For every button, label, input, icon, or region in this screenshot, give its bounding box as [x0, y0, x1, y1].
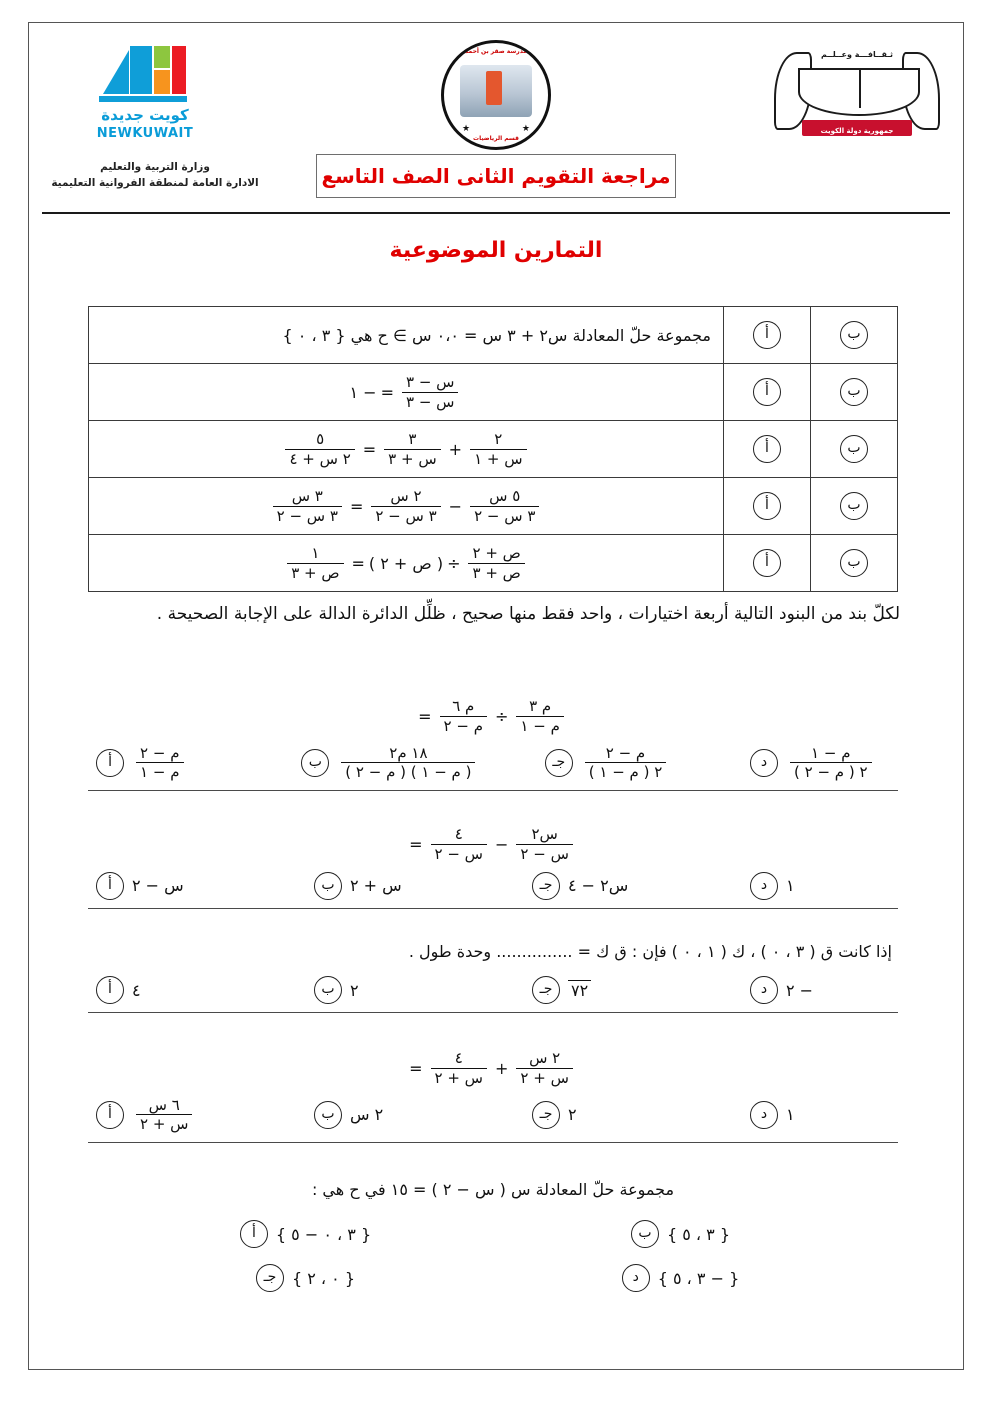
national-crest-logo — [762, 46, 952, 138]
option-a-cell[interactable] — [724, 421, 811, 478]
choice-circle-a[interactable]: أ — [96, 976, 124, 1004]
choice-circle-b[interactable]: ب — [631, 1220, 659, 1248]
choice-a[interactable] — [96, 976, 236, 1004]
choice-a[interactable] — [96, 1096, 236, 1135]
new-kuwait-arabic: كويت جديدة — [101, 106, 189, 124]
choice-circle-c[interactable]: جـ — [545, 749, 573, 777]
question-2 — [88, 820, 898, 909]
choice-d-value: ١ — [786, 876, 795, 895]
choice-a[interactable] — [96, 872, 236, 900]
table-row — [89, 364, 898, 421]
statement-cell — [89, 421, 724, 478]
choice-c[interactable] — [545, 744, 685, 783]
question-5-stem: مجموعة حلّ المعادلة س ( س − ٢ ) = ١٥ في ح هي : — [311, 1180, 675, 1199]
question-5-choices — [88, 1212, 898, 1296]
choice-c[interactable] — [532, 1101, 672, 1129]
table-row — [89, 478, 898, 535]
choice-circle-d[interactable]: د — [750, 749, 778, 777]
question-5 — [88, 1176, 898, 1296]
question-4-stem: $\frac{\text{٢ س}}{\text{س + ٢}}$ + $\frac{٤}{\text{س + ٢}}$ = — [88, 1044, 898, 1094]
choice-b-value: { ٣ ، ٥ } — [666, 1224, 731, 1244]
ministry-info — [40, 160, 270, 192]
choice-c[interactable] — [532, 872, 672, 900]
question-3-stem: إذا كانت ق ( ٣ ، ٠ ) ، ك ( ١ ، ٠ ) فإن : ق ك = ............... وحدة طول . — [408, 942, 892, 961]
ministry-line-2: الادارة العامة لمنطقة الفروانية التعليمية — [51, 176, 259, 189]
question-5-choices-row-1 — [118, 1220, 868, 1248]
question-3-choices — [88, 974, 898, 1012]
question-3-divider — [88, 1012, 898, 1013]
sail-icon — [97, 44, 193, 102]
choice-b-value: ٢ — [350, 980, 359, 1000]
choice-circle-a[interactable]: أ — [96, 1101, 124, 1129]
choice-c[interactable] — [118, 1264, 493, 1292]
option-circle-a[interactable]: أ — [753, 549, 781, 577]
statement-cell — [89, 364, 724, 421]
option-b-cell[interactable] — [811, 364, 898, 421]
choice-d[interactable] — [750, 1101, 890, 1129]
header-divider — [42, 212, 950, 214]
option-circle-b[interactable]: ب — [840, 321, 868, 349]
seal-star-left: ★ — [462, 124, 471, 134]
choice-a-value: { ٣ ، ٠ − ٥ } — [275, 1224, 372, 1244]
crest-ribbon-text: جمهورية دولة الكويت — [820, 127, 894, 135]
table-row — [89, 535, 898, 592]
choice-circle-c[interactable]: جـ — [532, 976, 560, 1004]
table-row — [89, 421, 898, 478]
option-a-cell[interactable] — [724, 307, 811, 364]
statement-cell — [89, 535, 724, 592]
statement-expression: $\frac{\text{ص + ٢}}{\text{ص + ٣}}$ ÷ ( ص + ٢ ) = $\frac{١}{\text{ص + ٣}}$ — [101, 543, 711, 583]
choice-circle-c[interactable]: جـ — [532, 1101, 560, 1129]
choice-d[interactable] — [750, 976, 890, 1004]
choice-c-value: ٢ — [568, 1105, 577, 1125]
statement-expression: $\frac{٢}{\text{س + ١}}$ + $\frac{٣}{\text{س + ٣}}$ = $\frac{٥}{\text{٢ س + ٤}}$ — [101, 429, 711, 469]
choice-d-value: { − ٣ ، ٥ } — [657, 1268, 740, 1288]
seal-top-text: مدرسة صقر بن أحمد — [465, 48, 527, 55]
choice-b-value: $\frac{\text{١٨ م٢}}{\text{( م − ١ ) ( م − ٢ )}}$ — [341, 744, 475, 783]
choice-d[interactable] — [750, 872, 890, 900]
choice-a-value: $\frac{\text{م − ٢}}{\text{م − ١}}$ — [136, 744, 183, 783]
choice-circle-b[interactable]: ب — [301, 749, 329, 777]
choice-circle-c[interactable]: جـ — [256, 1264, 284, 1292]
statement-cell — [89, 478, 724, 535]
choice-b-value: ٢ س — [350, 1105, 384, 1125]
new-kuwait-logo — [40, 44, 250, 141]
option-circle-a[interactable]: أ — [753, 435, 781, 463]
choice-d-value: − ٢ — [786, 980, 814, 1000]
choice-b[interactable] — [301, 744, 479, 783]
question-2-divider — [88, 908, 898, 909]
seal-bottom-text: قسم الرياضيات — [473, 135, 519, 142]
option-circle-a[interactable]: أ — [753, 321, 781, 349]
crest-arc-text: ثـقــافـــة وعــلــم — [821, 50, 893, 59]
question-1-divider — [88, 790, 898, 791]
choice-circle-a[interactable]: أ — [240, 1220, 268, 1248]
question-1-choices — [88, 742, 898, 791]
statement-expression: $\frac{\text{س − ٣}}{\text{س − ٣}}$ = − ١ — [101, 372, 711, 412]
choice-c-value: ٧٢ — [568, 980, 591, 1000]
ministry-line-1: وزارة التربية والتعليم — [100, 161, 210, 173]
option-a-cell[interactable] — [724, 535, 811, 592]
choice-circle-c[interactable]: جـ — [532, 872, 560, 900]
choice-c-value: $\frac{\text{م − ٢}}{\text{٢ ( م − ١ )}}$ — [585, 744, 667, 783]
option-b-cell[interactable] — [811, 535, 898, 592]
option-b-cell[interactable] — [811, 421, 898, 478]
option-circle-a[interactable]: أ — [753, 492, 781, 520]
choice-circle-d[interactable]: د — [750, 976, 778, 1004]
instruction-text: لكلّ بند من البنود التالية أربعة اختيارات ، واحد فقط منها صحيح ، ظلِّل الدائرة الدالة على الإجابة الصحيحة . — [156, 604, 900, 624]
option-b-cell[interactable] — [811, 478, 898, 535]
new-kuwait-latin: NEWKUWAIT — [96, 126, 194, 141]
document-title-box — [316, 154, 676, 198]
statement-cell: مجموعة حلّ المعادلة س٢ + ٣ س = ٠،٠ س ∋ ح هي { ٣ ، ٠ } — [89, 307, 724, 364]
school-seal-icon — [441, 40, 551, 150]
objective-exercises-table — [88, 306, 898, 592]
school-seal-logo — [436, 40, 556, 150]
question-5-choices-row-2 — [118, 1264, 868, 1292]
choice-circle-a[interactable]: أ — [96, 872, 124, 900]
question-4 — [88, 1044, 898, 1143]
statement-expression: $\frac{\text{٥ س}}{\text{٣ س − ٢}}$ − $\frac{\text{٢ س}}{\text{٣ س − ٢}}$ = $\frac{\text{٣ س}}{\text{٣ س − ٢}}$ — [101, 486, 711, 526]
choice-d[interactable] — [493, 1264, 868, 1292]
page-title: مراجعة التقويم الثانى الصف التاسع — [321, 164, 671, 188]
question-1-stem: $\frac{\text{م ٣}}{\text{م − ١}}$ ÷ $\frac{\text{م ٦}}{\text{م − ٢}}$ = — [88, 692, 898, 742]
choice-a[interactable] — [96, 744, 236, 783]
choice-b-value: س + ٢ — [350, 876, 402, 895]
choice-circle-a[interactable]: أ — [96, 749, 124, 777]
choice-b[interactable] — [314, 976, 454, 1004]
option-a-cell[interactable] — [724, 364, 811, 421]
choice-a[interactable] — [118, 1220, 493, 1248]
table-row — [89, 307, 898, 364]
choice-circle-d[interactable]: د — [750, 872, 778, 900]
option-a-cell[interactable] — [724, 478, 811, 535]
choice-circle-b[interactable]: ب — [314, 976, 342, 1004]
choice-a-value: س − ٢ — [132, 876, 184, 895]
choice-a-value: $\frac{\text{٦ س}}{\text{س + ٢}}$ — [136, 1096, 192, 1135]
crest-icon — [772, 46, 942, 138]
option-b-cell[interactable] — [811, 307, 898, 364]
choice-c[interactable] — [532, 976, 672, 1004]
choice-d-value: ١ — [786, 1105, 795, 1125]
choice-circle-d[interactable]: د — [622, 1264, 650, 1292]
document-header — [40, 36, 952, 206]
question-4-choices — [88, 1094, 898, 1143]
choice-d[interactable] — [750, 744, 890, 783]
option-circle-b[interactable]: ب — [840, 549, 868, 577]
question-2-stem: $\frac{\text{س٢}}{\text{س − ٢}}$ − $\frac{٤}{\text{س − ٢}}$ = — [88, 820, 898, 870]
choice-circle-b[interactable]: ب — [314, 1101, 342, 1129]
seal-star-right: ★ — [521, 124, 530, 134]
option-circle-b[interactable]: ب — [840, 435, 868, 463]
choice-d-value: $\frac{\text{م − ١}}{\text{٢ ( م − ٢ )}}$ — [790, 744, 872, 783]
question-3 — [88, 938, 898, 1013]
choice-b[interactable] — [314, 872, 454, 900]
choice-circle-b[interactable]: ب — [314, 872, 342, 900]
question-2-choices — [88, 870, 898, 908]
choice-circle-d[interactable]: د — [750, 1101, 778, 1129]
choice-a-value: ٤ — [132, 980, 141, 1000]
choice-c-value: س٢ − ٤ — [568, 876, 629, 895]
choice-c-value: { ٠ ، ٢ } — [291, 1268, 356, 1288]
choice-b[interactable] — [493, 1220, 868, 1248]
section-title: التمارين الموضوعية — [389, 238, 603, 263]
question-4-divider — [88, 1142, 898, 1143]
question-1 — [88, 692, 898, 791]
option-circle-a[interactable]: أ — [753, 378, 781, 406]
choice-b[interactable] — [314, 1101, 454, 1129]
option-circle-b[interactable]: ب — [840, 492, 868, 520]
option-circle-b[interactable]: ب — [840, 378, 868, 406]
